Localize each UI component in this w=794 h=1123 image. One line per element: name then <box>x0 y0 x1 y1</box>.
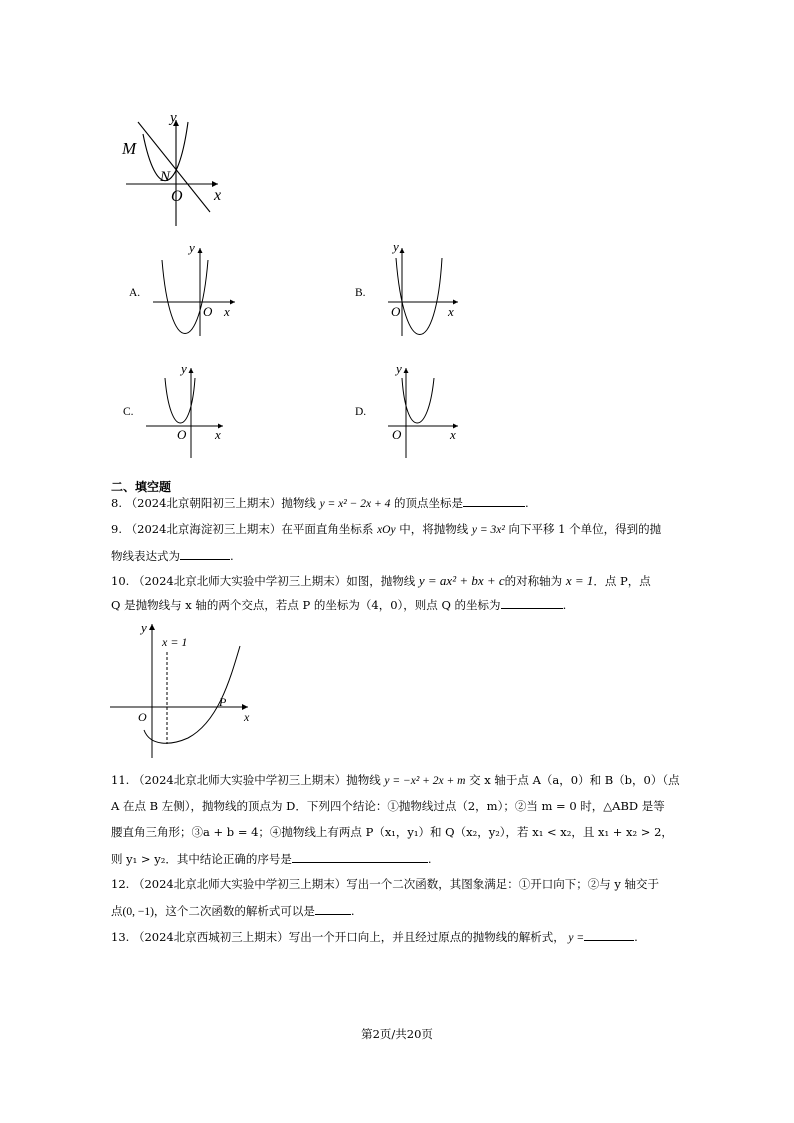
q11-source: （2024北京北师大实验中学初三上期末） <box>132 773 347 787</box>
q9-line2: 物线表达式为 <box>111 549 180 563</box>
q12-point: (0, −1) <box>122 906 154 918</box>
q12-text1: 写出一个二次函数，其图象满足：①开口向下；②与 y 轴交于 <box>346 877 660 891</box>
q9-source: （2024北京海淀初三上期末） <box>125 522 282 536</box>
option-b-y-arrow <box>400 248 405 253</box>
figure-top-graph <box>118 108 233 230</box>
q8-answer-blank[interactable] <box>463 494 525 507</box>
option-b-parabola <box>396 258 442 335</box>
label-x: x <box>214 187 222 204</box>
option-d-label-y: y <box>396 361 402 376</box>
option-d-letter[interactable]: D. <box>355 406 367 418</box>
option-b-letter[interactable]: B. <box>355 287 366 299</box>
q10-axis: x = 1 <box>565 573 594 588</box>
option-d-label-x: x <box>450 427 456 442</box>
q8-end: . <box>525 496 529 510</box>
q9-text1: 在平面直角坐标系 <box>281 522 374 536</box>
option-c-letter[interactable]: C. <box>123 406 134 418</box>
q13-text1: 写出一个开口向上，并且经过原点的抛物线的解析式， <box>288 930 565 944</box>
q9-text2: 中，将抛物线 <box>399 522 469 536</box>
q9-formula: y = 3x² <box>471 524 505 536</box>
q10-source: （2024北京北师大实验中学初三上期末） <box>132 574 347 588</box>
q8-formula: y = x² − 2x + 4 <box>319 498 391 510</box>
q10-end: . <box>562 598 567 612</box>
q11-answer-blank[interactable] <box>292 850 428 863</box>
option-a-label-x: x <box>224 304 230 319</box>
q11-formula: y = −x² + 2x + m <box>384 775 466 787</box>
option-c-label-o: O <box>177 427 187 442</box>
q8-text2: 的顶点坐标是 <box>394 496 464 510</box>
q9-num: 9. <box>111 522 122 536</box>
q8-source: （2024北京朝阳初三上期末） <box>125 496 282 510</box>
option-a-label-y: y <box>189 240 195 255</box>
option-a-x-arrow <box>230 300 235 305</box>
q11-text1: 抛物线 <box>346 773 381 787</box>
label-n: N <box>160 169 171 185</box>
q10-formula: y = ax² + bx + c <box>418 573 505 588</box>
q11-line3: 腰直角三角形；③a + b = 4；④抛物线上有两点 P（x₁，y₁）和 Q（x₂，y₂），若 x₁ < x₂，且 x₁ + x₂ > 2， <box>111 825 673 839</box>
q10-label-p: P <box>219 695 227 709</box>
option-a-parabola <box>162 260 208 334</box>
q10-line2: Q 是抛物线与 x 轴的两个交点，若点 P 的坐标为（4，0），则点 Q 的坐标为 <box>111 598 501 612</box>
option-d-graph[interactable] <box>386 360 466 460</box>
q10-num: 10. <box>111 574 130 588</box>
question-12-line2 <box>111 902 355 921</box>
q12-end: . <box>350 904 355 918</box>
figure-q10-graph <box>108 618 258 768</box>
q11-line4: 则 y₁ > y₂．其中结论正确的序号是 <box>111 852 292 866</box>
q12-line2a: 点 <box>111 904 123 918</box>
q10-label-o: O <box>138 710 147 724</box>
q11-end: . <box>427 852 432 866</box>
option-d-label-o: O <box>392 427 402 442</box>
page-footer: 第2页/共20页 <box>361 1027 433 1041</box>
q13-num: 13. <box>111 930 130 944</box>
question-11-line4 <box>111 850 431 868</box>
option-c-label-x: x <box>215 427 221 442</box>
option-d-y-arrow <box>404 368 409 373</box>
q12-answer-blank[interactable] <box>315 902 351 915</box>
option-d-parabola <box>402 378 434 423</box>
option-a-label-o: O <box>203 304 213 319</box>
q10-label-y: y <box>141 620 147 635</box>
q9-answer-blank[interactable] <box>180 547 230 560</box>
q8-num: 8. <box>111 496 122 510</box>
q10-text1: 如图，抛物线 <box>346 574 416 588</box>
option-c-graph[interactable] <box>143 360 233 460</box>
q8-text1: 抛物线 <box>281 496 316 510</box>
option-a-y-arrow <box>198 248 203 253</box>
question-11-line2 <box>111 798 665 815</box>
q10-text2: 的对称轴为 <box>504 574 563 588</box>
option-b-graph[interactable] <box>386 240 466 340</box>
q10-text3: ．点 P，点 <box>593 574 651 588</box>
q12-source: （2024北京北师大实验中学初三上期末） <box>132 877 347 891</box>
q10-y-arrow <box>149 624 155 630</box>
question-9-line2 <box>111 547 234 565</box>
question-12-line1 <box>111 876 659 893</box>
question-10-line1 <box>111 572 651 590</box>
q13-formula: y = <box>568 932 585 944</box>
option-b-label-o: O <box>391 304 401 319</box>
option-a-graph[interactable] <box>150 240 240 340</box>
option-c-label-y: y <box>181 361 187 376</box>
option-c-y-arrow <box>189 368 194 373</box>
q11-line2: A 在点 B 左侧），抛物线的顶点为 D．下列四个结论：①抛物线过点（2，m）；②当 m = 0 时，△ABD 是等 <box>111 799 665 813</box>
q9-coord: xOy <box>377 524 396 536</box>
q10-label-axis: x = 1 <box>162 635 188 649</box>
q13-answer-blank[interactable] <box>584 928 634 941</box>
q13-end: . <box>634 930 638 944</box>
question-11-line1 <box>111 772 680 790</box>
question-11-line3 <box>111 824 673 841</box>
option-b-label-x: x <box>448 304 454 319</box>
option-b-label-y: y <box>393 239 399 254</box>
q12-num: 12. <box>111 877 130 891</box>
q12-line2b: ，这个二次函数的解析式可以是 <box>153 904 315 918</box>
question-10-line2 <box>111 596 566 614</box>
question-9-line1 <box>111 521 661 539</box>
label-y: y <box>170 110 177 126</box>
label-o: O <box>171 188 183 205</box>
q9-text3: 向下平移 1 个单位，得到的抛 <box>508 522 662 536</box>
q10-label-x: x <box>244 710 250 724</box>
question-8 <box>111 494 529 513</box>
q10-answer-blank[interactable] <box>501 596 563 609</box>
label-m: M <box>122 139 137 158</box>
q11-text2: 交 x 轴于点 A（a，0）和 B（b，0）（点 <box>469 773 680 787</box>
option-a-letter[interactable]: A. <box>129 287 141 299</box>
q13-source: （2024北京西城初三上期末） <box>132 930 289 944</box>
section-title: 二、填空题 <box>111 480 172 494</box>
question-13 <box>111 928 638 947</box>
q11-num: 11. <box>111 773 130 787</box>
q9-end: . <box>230 549 234 563</box>
